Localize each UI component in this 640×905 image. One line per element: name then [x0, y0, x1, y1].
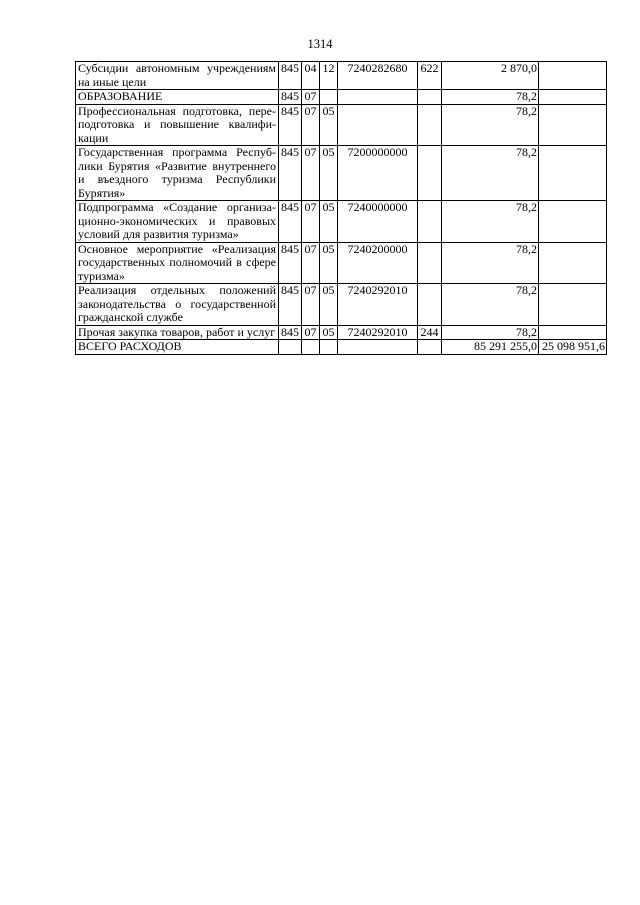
amount-extra-cell	[539, 104, 607, 146]
grbs-code-cell: 845	[279, 201, 302, 243]
subsection-code-cell	[320, 340, 338, 355]
amount-extra-cell	[539, 62, 607, 90]
grbs-code-cell: 845	[279, 325, 302, 340]
table-row	[76, 284, 607, 326]
amount-cell: 78,2	[442, 104, 539, 146]
total-label-cell: ВСЕГО РАСХОДОВ	[76, 340, 279, 355]
expense-type-cell	[418, 284, 442, 326]
table-row	[76, 201, 607, 243]
amount-cell: 78,2	[442, 284, 539, 326]
grbs-code-cell: 845	[279, 62, 302, 90]
section-code-cell: 04	[302, 62, 320, 90]
amount-extra-cell	[539, 242, 607, 284]
section-code-cell: 07	[302, 325, 320, 340]
expense-type-cell	[418, 340, 442, 355]
grbs-code-cell: 845	[279, 146, 302, 201]
item-name-cell: Подпрограмма «Создание организационно-экономических и правовых условий для развития туризма»	[76, 201, 279, 243]
total-amount-extra-cell: 25 098 951,6	[539, 340, 607, 355]
table-row	[76, 325, 607, 340]
amount-cell: 78,2	[442, 146, 539, 201]
grbs-code-cell	[279, 340, 302, 355]
expense-type-cell: 244	[418, 325, 442, 340]
section-code-cell: 07	[302, 90, 320, 105]
expense-type-cell	[418, 201, 442, 243]
item-name-cell: Реализация отдельных положений законодательства о государственной гражданской службе	[76, 284, 279, 326]
expense-type-cell	[418, 104, 442, 146]
section-code-cell: 07	[302, 242, 320, 284]
item-name-cell: Государственная программа Республики Бурятия «Развитие внутреннего и въездного туризма Республики Бурятия»	[76, 146, 279, 201]
subsection-code-cell: 05	[320, 146, 338, 201]
expenditure-table	[75, 61, 607, 355]
expense-type-cell: 622	[418, 62, 442, 90]
amount-extra-cell	[539, 146, 607, 201]
section-code-cell: 07	[302, 104, 320, 146]
table-row	[76, 62, 607, 90]
amount-cell: 78,2	[442, 325, 539, 340]
total-row	[76, 340, 607, 355]
amount-cell: 78,2	[442, 90, 539, 105]
subsection-code-cell: 05	[320, 104, 338, 146]
target-article-cell: 7240292010	[338, 284, 418, 326]
item-name-cell: Основное мероприятие «Реализация государственных полномочий в сфере туризма»	[76, 242, 279, 284]
subsection-code-cell	[320, 90, 338, 105]
section-code-cell: 07	[302, 146, 320, 201]
amount-cell: 78,2	[442, 201, 539, 243]
item-name-cell: Субсидии автономным учреждениям на иные цели	[76, 62, 279, 90]
amount-extra-cell	[539, 284, 607, 326]
item-name-cell: Прочая закупка товаров, работ и услуг	[76, 325, 279, 340]
target-article-cell	[338, 340, 418, 355]
section-code-cell: 07	[302, 201, 320, 243]
table-body	[76, 62, 607, 355]
target-article-cell	[338, 90, 418, 105]
grbs-code-cell: 845	[279, 90, 302, 105]
amount-cell: 2 870,0	[442, 62, 539, 90]
page-number: 1314	[307, 37, 333, 51]
amount-cell: 78,2	[442, 242, 539, 284]
subsection-code-cell: 12	[320, 62, 338, 90]
subsection-code-cell: 05	[320, 325, 338, 340]
table-row	[76, 90, 607, 105]
section-code-cell: 07	[302, 284, 320, 326]
grbs-code-cell: 845	[279, 242, 302, 284]
total-amount-cell: 85 291 255,0	[442, 340, 539, 355]
table-row	[76, 146, 607, 201]
target-article-cell: 7240200000	[338, 242, 418, 284]
expense-type-cell	[418, 90, 442, 105]
target-article-cell: 7200000000	[338, 146, 418, 201]
amount-extra-cell	[539, 325, 607, 340]
amount-extra-cell	[539, 201, 607, 243]
target-article-cell: 7240000000	[338, 201, 418, 243]
subsection-code-cell: 05	[320, 284, 338, 326]
target-article-cell: 7240282680	[338, 62, 418, 90]
target-article-cell	[338, 104, 418, 146]
expense-type-cell	[418, 146, 442, 201]
table-row	[76, 242, 607, 284]
expense-type-cell	[418, 242, 442, 284]
subsection-code-cell: 05	[320, 201, 338, 243]
subsection-code-cell: 05	[320, 242, 338, 284]
grbs-code-cell: 845	[279, 104, 302, 146]
target-article-cell: 7240292010	[338, 325, 418, 340]
amount-extra-cell	[539, 90, 607, 105]
item-name-cell: Профессиональная подготовка, переподготовка и повышение квалификации	[76, 104, 279, 146]
item-name-cell: ОБРАЗОВАНИЕ	[76, 90, 279, 105]
section-code-cell	[302, 340, 320, 355]
table-row	[76, 104, 607, 146]
grbs-code-cell: 845	[279, 284, 302, 326]
